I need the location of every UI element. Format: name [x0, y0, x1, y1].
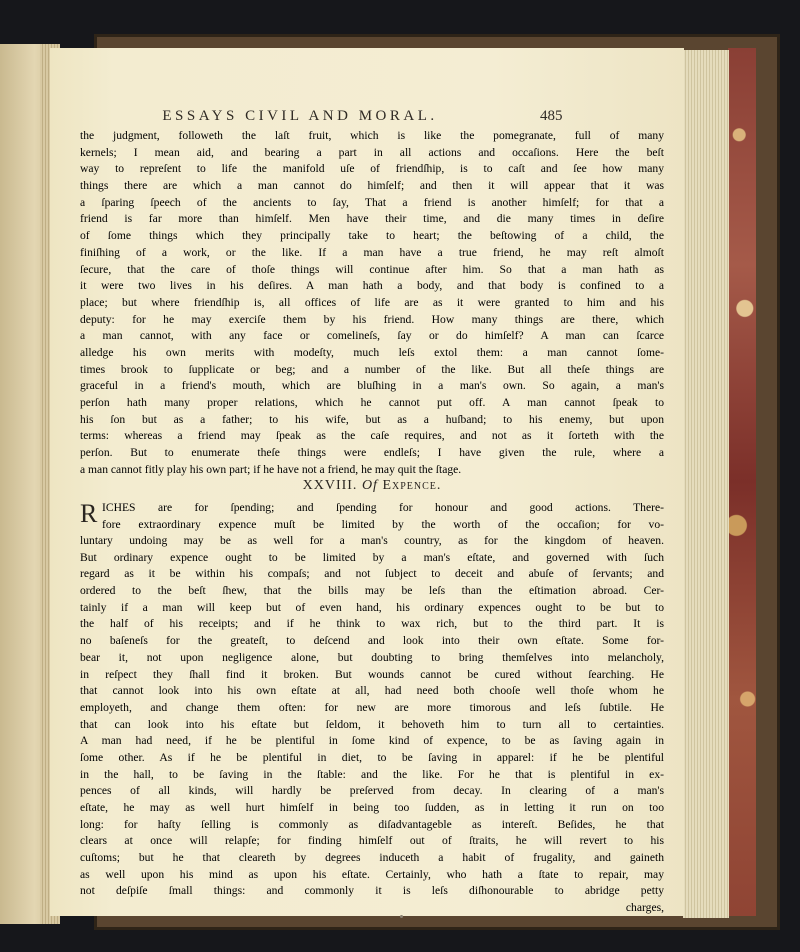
text-line: it were two lives in his deſires. A man hath a body, and that body is confined to a [80, 279, 664, 293]
text-line: that can look into his eſtate but ſeldom, it behoveth him to turn all to certainties. [80, 717, 664, 731]
text-line: way to repreſent to life the manifold uſe of friendſhip, is to caſt and ſee how many [80, 162, 664, 176]
text-line: deputy: for he may exerciſe them by his friend. How many things are there, which [80, 312, 664, 326]
section-of: Of [361, 478, 378, 493]
text-line: employeth, and change them often: for new are more timorous and leſs ſubtile. He [80, 700, 664, 714]
text-line: the half of his receipts; and if he think to wax rich, but to the third part. It is [80, 617, 664, 631]
ornament-dot [400, 915, 403, 918]
text-line: friend is far more than himſelf. Men have their time, and die many times in deſire [80, 212, 664, 226]
text-line: fore extraordinary expence muſt be limited by the worth of the occaſion; for vo- [102, 517, 664, 531]
text-line: times brook to ſupplicate or beg; and a number of the like. But all theſe things are [80, 362, 664, 376]
text-line: alledge his own merits with modeſty, much leſs extol them: a man cannot ſome- [80, 345, 664, 359]
text-line: things there are which a man cannot do himſelf; and then it will appear that it was [80, 179, 664, 193]
text-line: kernels; I mean aid, and bearing a part in all actions and occaſions. Here the beſt [80, 145, 664, 159]
text-line: a man cannot, with any face or comelineſs, ſay or do himſelf? A man can ſcarce [80, 329, 664, 343]
section-number: XXVIII. [302, 478, 358, 493]
section-title [80, 478, 664, 494]
text-line: no baſeneſs for the greateſt, to deſcend and look into their own eſtate. Some for- [80, 634, 664, 648]
text-line: bear it, not upon negligence alone, but doubting to bring themſelves into melancholy, [80, 650, 664, 664]
text-line: as well upon his mind as upon his eſtate. Certainly, who hath a ſtate to repair, may [80, 867, 664, 881]
text-line: a man cannot fitly play his own part; if he have not a friend, he may quit the ſtage. [80, 462, 462, 476]
text-line: But ordinary expence ought to be limited by a man's eſtate, and governed with ſuch [80, 550, 664, 564]
text-line: eſtate, he may as well hurt himſelf in being too ſudden, as in letting it run on too [80, 801, 664, 814]
marbled-edge [728, 48, 756, 916]
text-line: perſon hath many proper relations, which he cannot put off. A man cannot ſpeak to [80, 396, 664, 409]
section-name: Expence. [382, 478, 442, 493]
text-line: perſon. But to enumerate theſe things were endleſs; I have given the rule, where a [80, 446, 664, 460]
paragraph-expence-opening [102, 500, 664, 533]
text-line: ICHES are for ſpending; and ſpending for honour and good actions. There- [102, 501, 664, 514]
text-line: ordered to the beſt ſhew, that the bills may be leſs than the eſtimation abroad. Cer- [80, 584, 664, 598]
running-head: ESSAYS CIVIL AND MORAL. [162, 108, 438, 124]
text-line: clears at once will relapſe; for finding himſelf out of ſtraits, he will revert to his [80, 834, 664, 848]
catchword: charges, [625, 901, 664, 914]
page-stack [683, 50, 729, 918]
text-line: A man had need, if he be plentiful in ſome kind of expence, to be as ſaving again in [80, 734, 664, 748]
text-line: in reſpect they ſhall find it broken. But wounds cannot be cured without ſearching. He [80, 667, 664, 681]
page-number: 485 [540, 108, 563, 124]
text-line: finiſhing of a work, or the like. If a man have a true friend, he may reſt almoſt [80, 245, 664, 259]
text-line: graceful in a friend's mouth, which are bluſhing in a man's own. So again, a man's [80, 379, 664, 393]
text-line: in the hall, to be ſaving in the ſtable: and the like. For he that is plentiful in ex- [80, 767, 664, 781]
text-line: luntary undoing may be as well for a man's country, as for the kingdom of heaven. [80, 534, 664, 547]
drop-cap: R [80, 499, 98, 528]
text-line: pences of all kinds, will hardly be preſerved from decay. In clearing of a man's [80, 784, 664, 798]
paragraph-expence [80, 533, 664, 900]
text-line: ſecure, that the care of thoſe things will continue after him. So that a man hath as [80, 262, 664, 276]
text-line: the judgment, followeth the laſt fruit, which is like the pomegranate, full of many [80, 129, 664, 142]
paragraph-friendship [80, 128, 664, 478]
text-line: tainly if a man will keep but of even hand, his ordinary expences ought to be but to [80, 600, 664, 614]
text-line: terms: whereas a friend may ſpeak as the caſe requires, and not as it ſorteth with the [80, 429, 664, 443]
text-line: of ſome things which they principally take to heart; the beſtowing of a child, the [80, 229, 664, 243]
text-line: place; but where friendſhip is, all offices of life are as it were granted to him and his [80, 295, 664, 309]
text-line: that cannot look into his own eſtate at all, had need both chooſe well thoſe whom he [80, 684, 664, 698]
text-line: cuſtoms; but he that cleareth by degrees induceth a habit of frugality, and gaineth [80, 851, 664, 865]
text-line: not deſpiſe ſmall things: and commonly it is leſs diſhonourable to abridge petty [80, 884, 664, 898]
text-line: a ſparing ſpeech of the ancients to ſay, That a friend is another himſelf; for that a [80, 195, 664, 209]
text-line: regard as it be within his compaſs; and not ſubject to deceit and abuſe of ſervants; and [80, 567, 664, 581]
text-line: ſome other. As if he be plentiful in diet, to be ſaving in apparel: if he be plentiful [80, 750, 664, 764]
text-line: his ſon but as a father; to his wife, but as a huſband; to his enemy, but upon [80, 412, 664, 426]
text-line: long: for haſty ſelling is commonly as diſadvantageble as intereſt. Beſides, he that [80, 817, 664, 831]
catchword-line [80, 900, 664, 917]
